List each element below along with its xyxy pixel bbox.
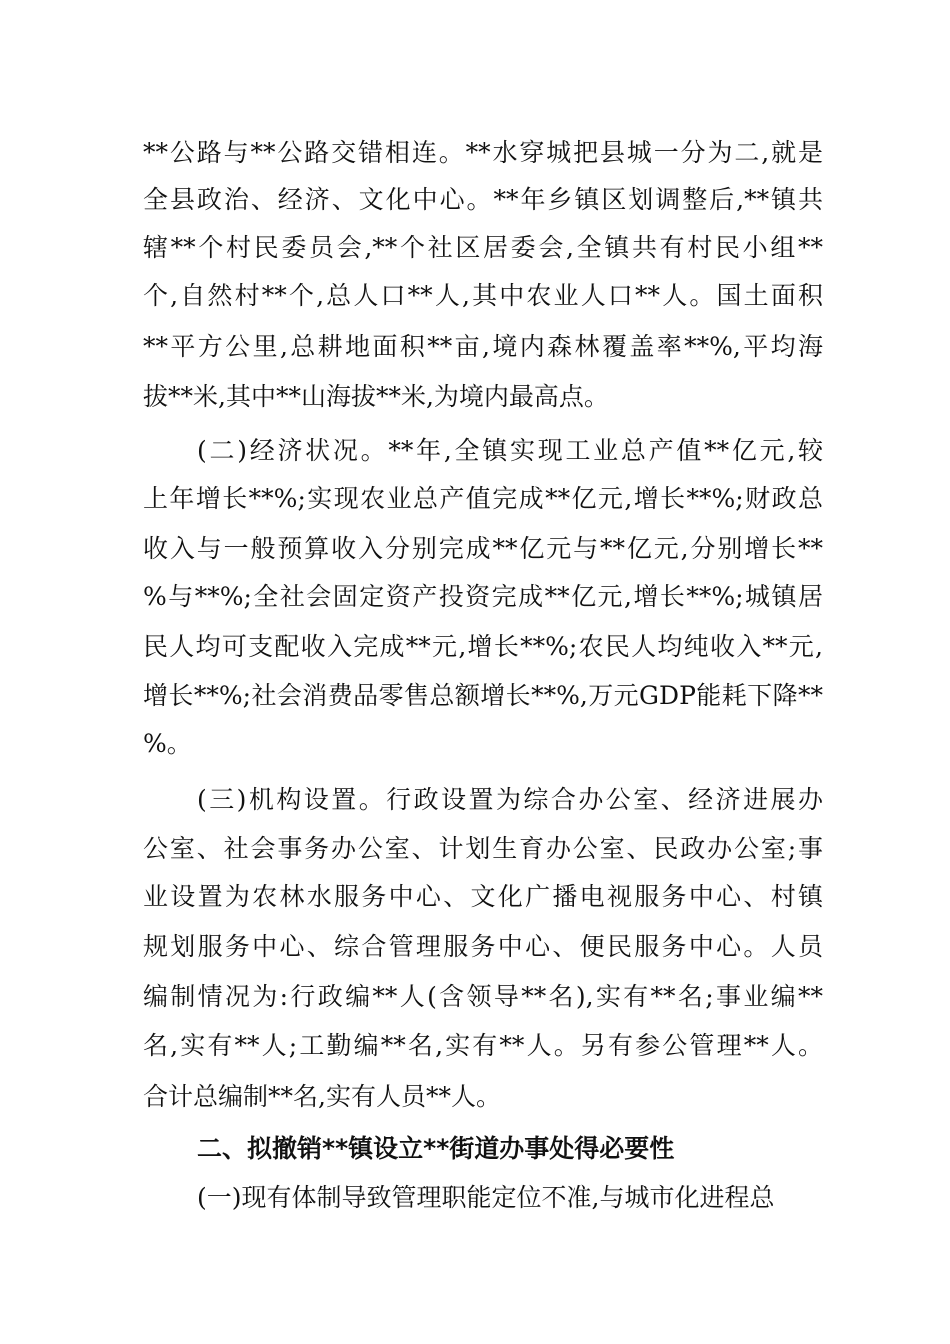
- text-line: 辖**个村民委员会,**个社区居委会,全镇共有村民小组**: [143, 233, 823, 262]
- text-line: %。: [143, 729, 192, 758]
- paragraph-start-line: (一)现有体制导致管理职能定位不准,与城市化进程总: [197, 1183, 775, 1212]
- text-line: **公路与**公路交错相连。**水穿城把县城一分为二,就是: [143, 138, 823, 167]
- text-line: 编制情况为:行政编**人(含领导**名),实有**名;事业编**: [143, 982, 823, 1011]
- text-line: 增长**%;社会消费品零售总额增长**%,万元GDP能耗下降**: [143, 681, 823, 710]
- text-line: 拔**米,其中**山海拔**米,为境内最高点。: [143, 382, 609, 411]
- paragraph-start-line: (二)经济状况。**年,全镇实现工业总产值**亿元,较: [197, 436, 823, 465]
- text-line: 个,自然村**个,总人口**人,其中农业人口**人。国土面积: [143, 281, 823, 310]
- text-line: %与**%;全社会固定资产投资完成**亿元,增长**%;城镇居: [143, 582, 823, 611]
- text-line: **平方公里,总耕地面积**亩,境内森林覆盖率**%,平均海: [143, 332, 823, 361]
- section-heading: 二、拟撤销**镇设立**街道办事处得必要性: [197, 1134, 675, 1163]
- text-line: 上年增长**%;实现农业总产值完成**亿元,增长**%;财政总: [143, 484, 823, 513]
- text-line: 合计总编制**名,实有人员**人。: [143, 1082, 501, 1111]
- text-line: 公室、社会事务办公室、计划生育办公室、民政办公室;事: [143, 834, 823, 863]
- text-line: 民人均可支配收入完成**元,增长**%;农民人均纯收入**元,: [143, 632, 823, 661]
- text-line: 业设置为农林水服务中心、文化广播电视服务中心、村镇: [143, 882, 823, 911]
- text-line: 名,实有**人;工勤编**名,实有**人。另有参公管理**人。: [143, 1031, 823, 1060]
- text-line: 全县政治、经济、文化中心。**年乡镇区划调整后,**镇共: [143, 185, 823, 214]
- text-line: 规划服务中心、综合管理服务中心、便民服务中心。人员: [143, 932, 823, 961]
- text-line: 收入与一般预算收入分别完成**亿元与**亿元,分别增长**: [143, 534, 823, 563]
- paragraph-start-line: (三)机构设置。行政设置为综合办公室、经济进展办: [197, 785, 823, 814]
